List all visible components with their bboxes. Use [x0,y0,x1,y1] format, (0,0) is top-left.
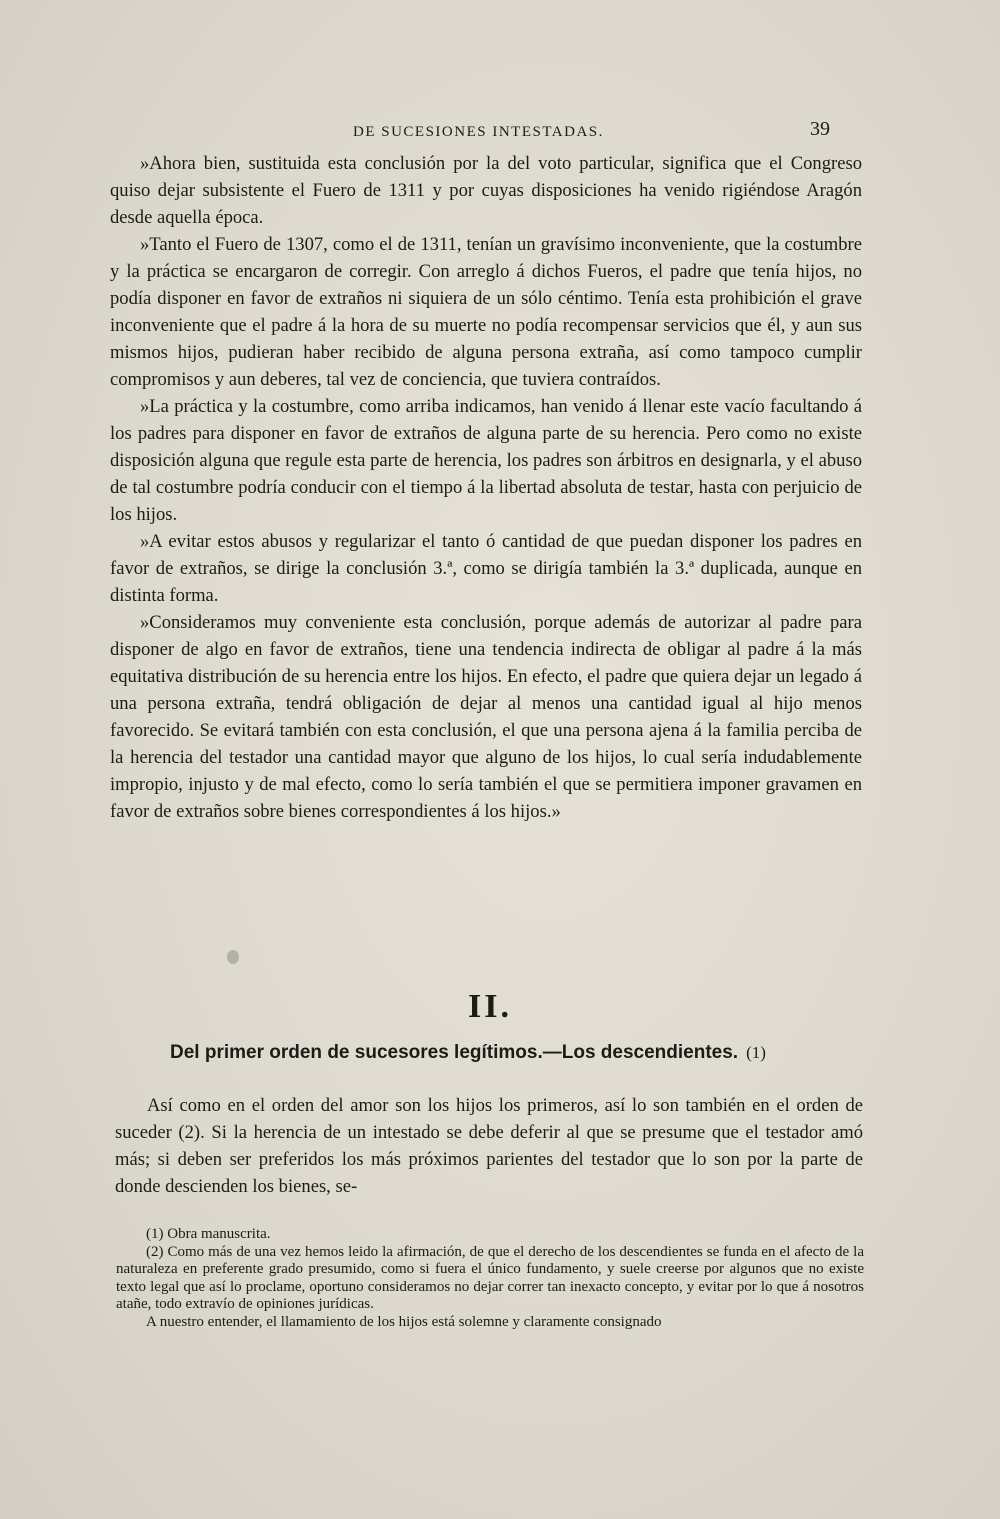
section-title [170,1042,766,1064]
running-head [108,118,860,148]
body-paragraph: »A evitar estos abusos y regularizar el tanto ó cantidad de que puedan disponer los padres en favor de extraños, se dirige la conclusión 3.ª, como se dirigía también la 3.ª duplicada, aunque en distinta forma. [110,531,862,606]
body-paragraph: »La práctica y la costumbre, como arriba indicamos, han venido á llenar este vacío facultando á los padres para disponer en favor de extraños de alguna parte de su herencia. Pero como no existe disposición alguna que regule esta parte de herencia, los padres son árbitros en designarla, y el abuso de tal costumbre podría conducir con el tiempo á la libertad absoluta de testar, hasta con perjuicio de los hijos. [110,396,862,525]
section-numeral: II. [468,988,512,1025]
body-paragraph: »Ahora bien, sustituida esta conclusión por la del voto particular, significa que el Congreso quiso dejar subsistente el Fuero de 1311 y por cuyas disposiciones ha venido rigiéndose Aragón desde aquella época. [110,153,862,228]
page-number: 39 [810,118,830,140]
body-paragraph: »Consideramos muy conveniente esta conclusión, porque además de autorizar al padre para disponer de algo en favor de extraños, tiene una tendencia indirecta de obligar al padre á la más equitativa distribución de su herencia entre los hijos. En efecto, el padre que quiera dejar un legado á una persona extraña, tendrá obligación de dejar al menos una cantidad igual al hijo menos favorecido. Se evitará también con esta conclusión, el que una persona ajena á la familia perciba de la herencia del testador una cantidad mayor que alguno de los hijos, lo cual sería indudablemente impropio, injusto y de mal efecto, como lo sería también el que se permitiera imponer gravamen en favor de extraños sobre bienes correspondientes á los hijos.» [110,612,862,822]
body-text [110,150,862,825]
footnote: A nuestro entender, el llamamiento de los hijos está solemne y claramente consignado [146,1313,662,1330]
section-title-text: Del primer orden de sucesores legítimos.—Los descendientes. [170,1042,739,1063]
running-title: DE SUCESIONES INTESTADAS. [353,124,604,140]
footnote-ref: (1) [746,1043,766,1062]
ink-smudge [227,950,239,964]
footnote: (1) Obra manuscrita. [146,1226,271,1242]
section-paragraph: Así como en el orden del amor son los hijos los primeros, así lo son también en el orden de suceder (2). Si la herencia de un intestado se debe deferir al que se presume que el testador amó más; si deben ser preferidos los más próximos parientes del testador que lo son por la parte de donde descienden los bienes, se- [115,1095,863,1197]
body-paragraph: »Tanto el Fuero de 1307, como el de 1311, tenían un gravísimo inconveniente, que la costumbre y la práctica se encargaron de corregir. Con arreglo á dichos Fueros, el padre que tenía hijos, no podía disponer en favor de extraños ni siquiera de un sólo céntimo. Tenía esta prohibición el grave inconveniente que el padre á la hora de su muerte no podía recompensar servicios que él, y aun sus mismos hijos, pudieran haber recibido de alguna persona extraña, así como tampoco cumplir compromisos y aun deberes, tal vez de conciencia, que tuviera contraídos. [110,234,862,390]
footnotes [116,1226,864,1331]
section-body [115,1092,863,1200]
footnote: (2) Como más de una vez hemos leido la afirmación, de que el derecho de los descendientes se funda en el afecto de la naturaleza en preferente grado presumido, como si fuera el único fundamento, y suele creerse por algunos que no existe texto legal que así lo proclame, oportuno consideramos no dejar correr tan inexacto concepto, y evitar por lo que á nosotros atañe, todo extravío de opiniones jurídicas. [116,1243,864,1312]
